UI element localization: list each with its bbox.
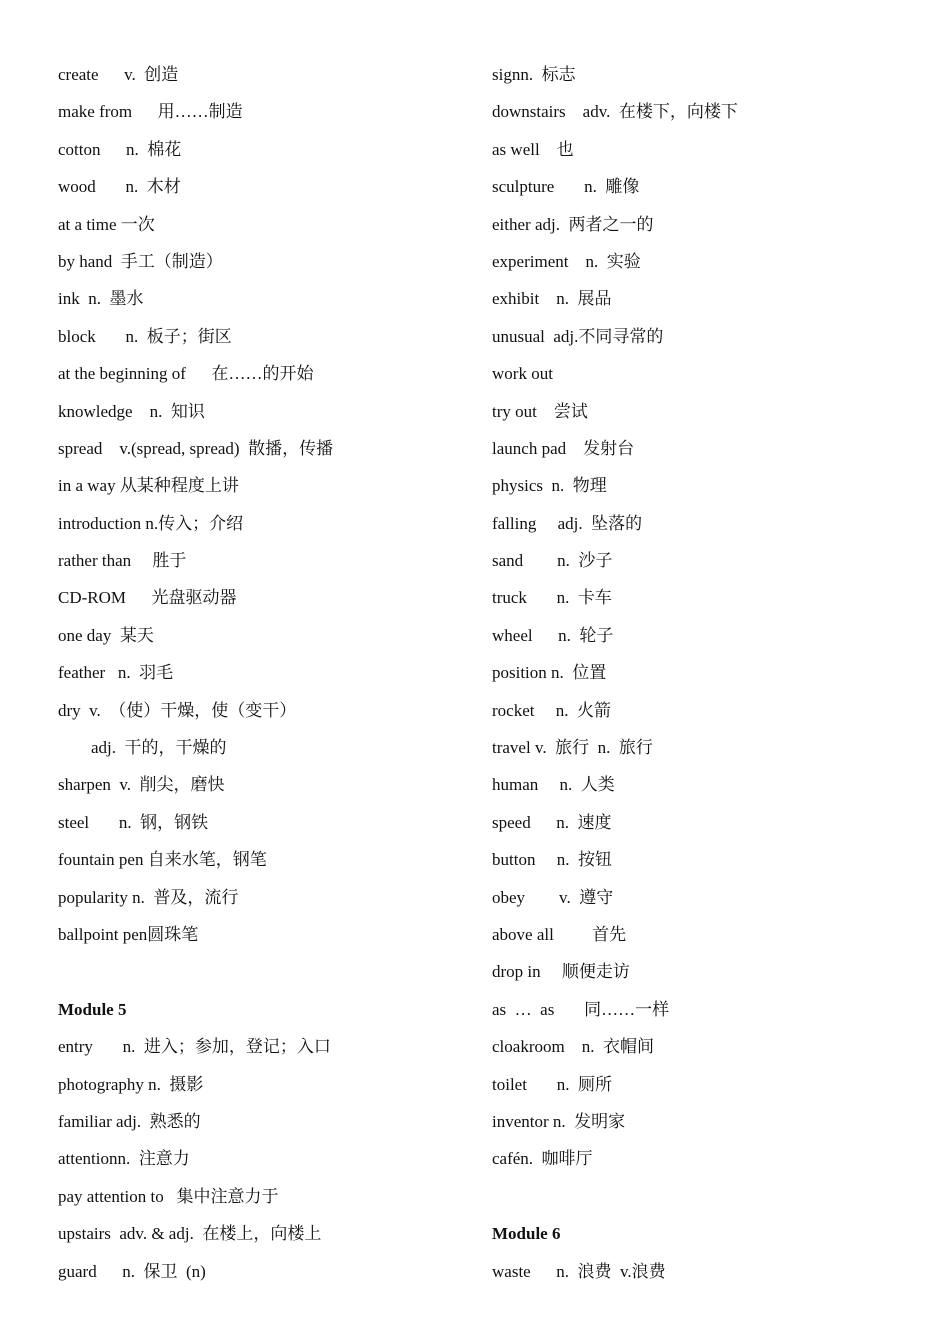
vocab-entry: button n. 按钮 xyxy=(492,850,612,870)
vocab-entry: rather than 胜于 xyxy=(58,551,187,571)
vocab-entry: feather n. 羽毛 xyxy=(58,663,174,683)
vocab-entry: obey v. 遵守 xyxy=(492,887,614,907)
vocab-entry: human n. 人类 xyxy=(492,775,615,795)
module-heading: Module 6 xyxy=(492,1224,561,1244)
vocab-entry: downstairs adv. 在楼下，向楼下 xyxy=(492,102,738,122)
vocab-entry: entry n. 进入；参加，登记；入口 xyxy=(58,1037,331,1057)
vocab-entry: ballpoint pen圆珠笔 xyxy=(58,924,199,944)
vocab-entry: adj. 干的，干燥的 xyxy=(91,738,227,758)
vocab-entry: try out 尝试 xyxy=(492,401,588,421)
vocab-entry: signn. 标志 xyxy=(492,65,576,84)
vocab-entry: block n. 板子；街区 xyxy=(58,326,232,346)
vocab-entry: either adj. 两者之一的 xyxy=(492,214,654,234)
vocab-entry: CD-ROM 光盘驱动器 xyxy=(58,588,237,608)
vocab-entry: upstairs adv. & adj. 在楼上，向楼上 xyxy=(58,1224,322,1244)
vocab-entry: one day 某天 xyxy=(58,625,154,645)
vocab-entry: familiar adj. 熟悉的 xyxy=(58,1111,201,1131)
vocab-entry: waste n. 浪费 v.浪费 xyxy=(492,1261,666,1281)
vocab-entry: create v. 创造 xyxy=(58,65,179,84)
vocab-entry: photography n. 摄影 xyxy=(58,1074,204,1094)
vocab-entry: experiment n. 实验 xyxy=(492,251,641,271)
vocab-entry: as well 也 xyxy=(492,139,574,159)
vocab-entry: guard n. 保卫 (n) xyxy=(58,1261,206,1281)
vocab-entry: dry v. （使）干燥，使（变干） xyxy=(58,700,297,720)
vocab-entry: at a time 一次 xyxy=(58,214,155,234)
vocab-entry: drop in 顺便走访 xyxy=(492,962,630,982)
vocab-entry: introduction n.传入；介绍 xyxy=(58,513,244,533)
vocab-entry: steel n. 钢，钢铁 xyxy=(58,812,209,832)
right-column xyxy=(492,56,922,1290)
vocab-entry: fountain pen 自来水笔，钢笔 xyxy=(58,850,267,870)
vocab-entry: cotton n. 棉花 xyxy=(58,139,182,159)
blank-line xyxy=(492,1178,922,1215)
vocab-entry: sand n. 沙子 xyxy=(492,551,613,571)
vocab-entry: work out xyxy=(492,364,553,384)
left-column xyxy=(58,56,458,1290)
vocab-entry: rocket n. 火箭 xyxy=(492,700,611,720)
vocab-entry: pay attention to 集中注意力于 xyxy=(58,1186,279,1206)
vocab-entry: knowledge n. 知识 xyxy=(58,401,205,421)
vocab-entry: as … as 同……一样 xyxy=(492,999,670,1019)
vocab-entry: cafén. 咖啡厅 xyxy=(492,1149,593,1169)
vocab-entry: attentionn. 注意力 xyxy=(58,1149,190,1169)
vocab-entry: in a way 从某种程度上讲 xyxy=(58,476,239,496)
vocab-entry: wheel n. 轮子 xyxy=(492,625,614,645)
vocab-entry: popularity n. 普及，流行 xyxy=(58,887,239,907)
vocab-entry: make from 用……制造 xyxy=(58,102,243,122)
vocab-entry: spread v.(spread, spread) 散播，传播 xyxy=(58,438,334,458)
vocab-entry: by hand 手工（制造） xyxy=(58,251,223,271)
vocab-entry: physics n. 物理 xyxy=(492,476,607,496)
vocab-entry: truck n. 卡车 xyxy=(492,588,612,608)
vocab-entry: travel v. 旅行 n. 旅行 xyxy=(492,738,653,758)
vocab-entry: ink n. 墨水 xyxy=(58,289,144,309)
vocab-entry: toilet n. 厕所 xyxy=(492,1074,612,1094)
module-heading: Module 5 xyxy=(58,999,127,1019)
vocab-entry: wood n. 木材 xyxy=(58,177,181,197)
vocab-entry: above all 首先 xyxy=(492,924,627,944)
vocab-entry: unusual adj.不同寻常的 xyxy=(492,326,664,346)
vocab-entry: falling adj. 坠落的 xyxy=(492,513,643,533)
vocab-entry: at the beginning of 在……的开始 xyxy=(58,364,314,384)
vocab-entry: inventor n. 发明家 xyxy=(492,1111,626,1131)
vocab-entry: speed n. 速度 xyxy=(492,812,612,832)
vocab-entry: launch pad 发射台 xyxy=(492,438,635,458)
vocab-entry: position n. 位置 xyxy=(492,663,607,683)
vocab-entry: cloakroom n. 衣帽间 xyxy=(492,1037,654,1057)
blank-line xyxy=(58,953,458,990)
vocab-entry: sculpture n. 雕像 xyxy=(492,177,640,197)
vocab-entry: exhibit n. 展品 xyxy=(492,289,612,309)
vocab-entry: sharpen v. 削尖，磨快 xyxy=(58,775,225,795)
